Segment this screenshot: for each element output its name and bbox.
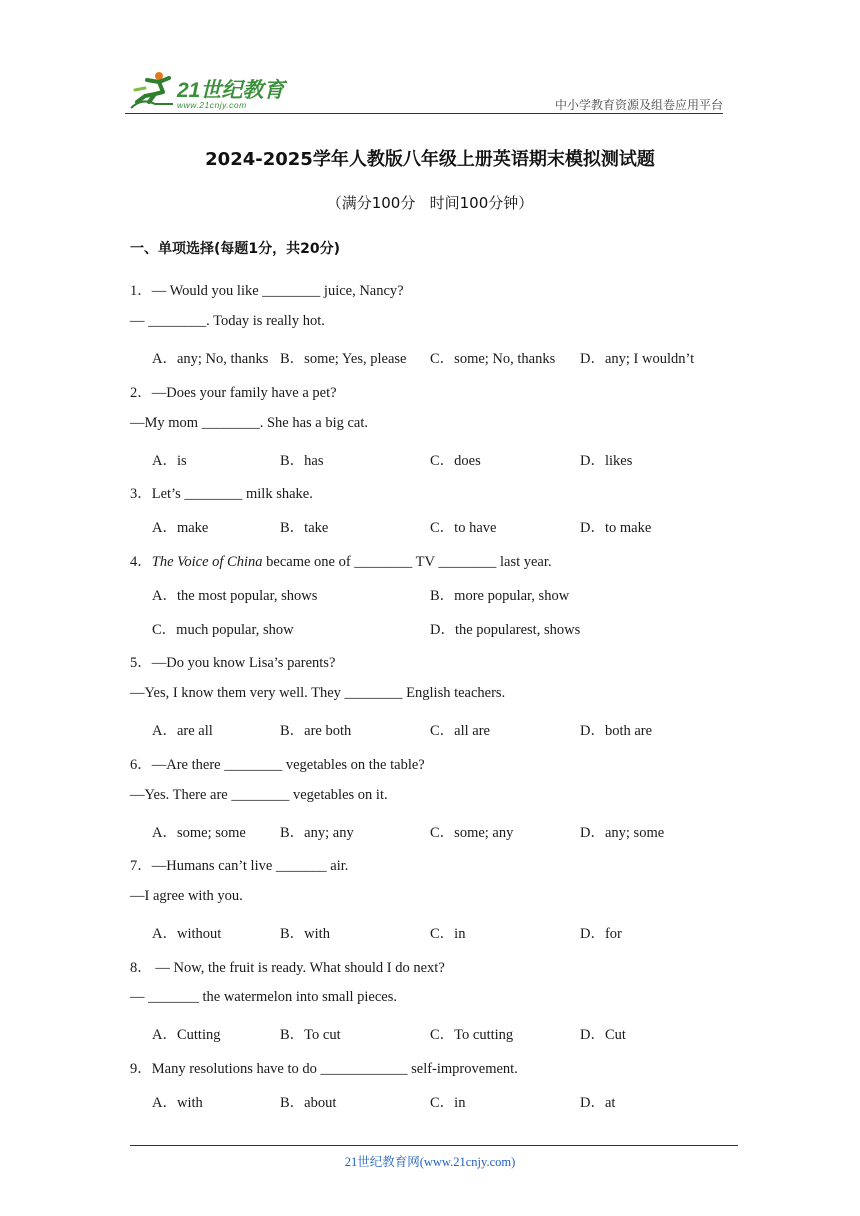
question-stem: 3．Let’s ________ milk shake. xyxy=(130,486,313,502)
option-d: D．Cut xyxy=(580,1027,626,1043)
option-a: A．Cutting xyxy=(152,1027,221,1043)
header-divider xyxy=(125,113,723,114)
option-a: A．are all xyxy=(152,723,213,739)
question-stem: 6．—Are there ________ vegetables on the table? xyxy=(130,757,425,773)
footer-link[interactable]: 21世纪教育网(www.21cnjy.com) xyxy=(344,1155,516,1169)
question-number: 4． xyxy=(130,554,152,570)
option-c: C．some; any xyxy=(430,825,514,841)
question-stem: 5．—Do you know Lisa’s parents? xyxy=(130,655,336,671)
question-stem: 1．— Would you like ________ juice, Nancy? xyxy=(130,283,404,299)
logo-url: www.21cnjy.com xyxy=(177,100,247,110)
page-subtitle: （满分100分 时间100分钟） xyxy=(326,194,534,212)
option-b: B．are both xyxy=(280,723,352,739)
option-c: C．in xyxy=(430,1095,466,1111)
option-b: B．take xyxy=(280,520,329,536)
option-c: C．in xyxy=(430,926,466,942)
option-d: D．the popularest, shows xyxy=(430,622,581,638)
option-b: B．has xyxy=(280,453,324,469)
option-b: B．any; any xyxy=(280,825,354,841)
option-b: B．with xyxy=(280,926,330,942)
option-a: A．the most popular, shows xyxy=(152,588,318,604)
option-a: A．without xyxy=(152,926,222,942)
option-c: C．to have xyxy=(430,520,497,536)
option-b: B．To cut xyxy=(280,1027,341,1043)
italic-title: The Voice of China xyxy=(151,554,263,570)
option-a: A．make xyxy=(152,520,209,536)
question-stem: —Yes, I know them very well. They ________ English teachers. xyxy=(130,685,506,701)
question-stem: — ________. Today is really hot. xyxy=(130,313,325,329)
section-heading: 一、单项选择(每题1分，共20分) xyxy=(130,241,341,257)
question-stem: —My mom ________. She has a big cat. xyxy=(130,415,369,431)
option-d: D．at xyxy=(580,1095,616,1111)
question-stem: — _______ the watermelon into small pieces. xyxy=(130,989,397,1005)
question-stem: 2．—Does your family have a pet? xyxy=(130,385,337,401)
option-d: D．any; some xyxy=(580,825,665,841)
question-stem: —I agree with you. xyxy=(130,888,243,904)
page-header xyxy=(125,64,723,114)
option-d: D．likes xyxy=(580,453,633,469)
option-a: A．is xyxy=(152,453,187,469)
site-logo xyxy=(125,70,295,114)
option-a: A．any; No, thanks xyxy=(152,351,269,367)
page-title: 2024-2025学年人教版八年级上册英语期末模拟测试题 xyxy=(205,149,655,170)
question-stem: 8． — Now, the fruit is ready. What should I do next? xyxy=(130,960,445,976)
logo-text: 21世纪教育 xyxy=(177,79,285,102)
question-stem: 9．Many resolutions have to do ____________ self-improvement. xyxy=(130,1061,518,1077)
question-stem xyxy=(130,550,552,571)
runner-logo-icon xyxy=(125,70,177,114)
option-b: B．about xyxy=(280,1095,337,1111)
option-c: C．much popular, show xyxy=(152,622,294,638)
option-d: D．to make xyxy=(580,520,652,536)
footer-divider xyxy=(130,1145,738,1146)
option-a: A．with xyxy=(152,1095,203,1111)
option-b: B．more popular, show xyxy=(430,588,570,604)
option-c: C．To cutting xyxy=(430,1027,514,1043)
header-tagline: 中小学教育资源及组卷应用平台 xyxy=(554,98,723,112)
option-d: D．for xyxy=(580,926,622,942)
question-stem: 7．—Humans can’t live _______ air. xyxy=(130,858,349,874)
option-b: B．some; Yes, please xyxy=(280,351,407,367)
option-c: C．some; No, thanks xyxy=(430,351,556,367)
option-a: A．some; some xyxy=(152,825,246,841)
question-text: became one of ________ TV ________ last year. xyxy=(262,554,552,570)
option-d: D．both are xyxy=(580,723,653,739)
option-c: C．all are xyxy=(430,723,490,739)
question-stem: —Yes. There are ________ vegetables on it. xyxy=(130,787,388,803)
option-d: D．any; I wouldn’t xyxy=(580,351,695,367)
option-c: C．does xyxy=(430,453,481,469)
